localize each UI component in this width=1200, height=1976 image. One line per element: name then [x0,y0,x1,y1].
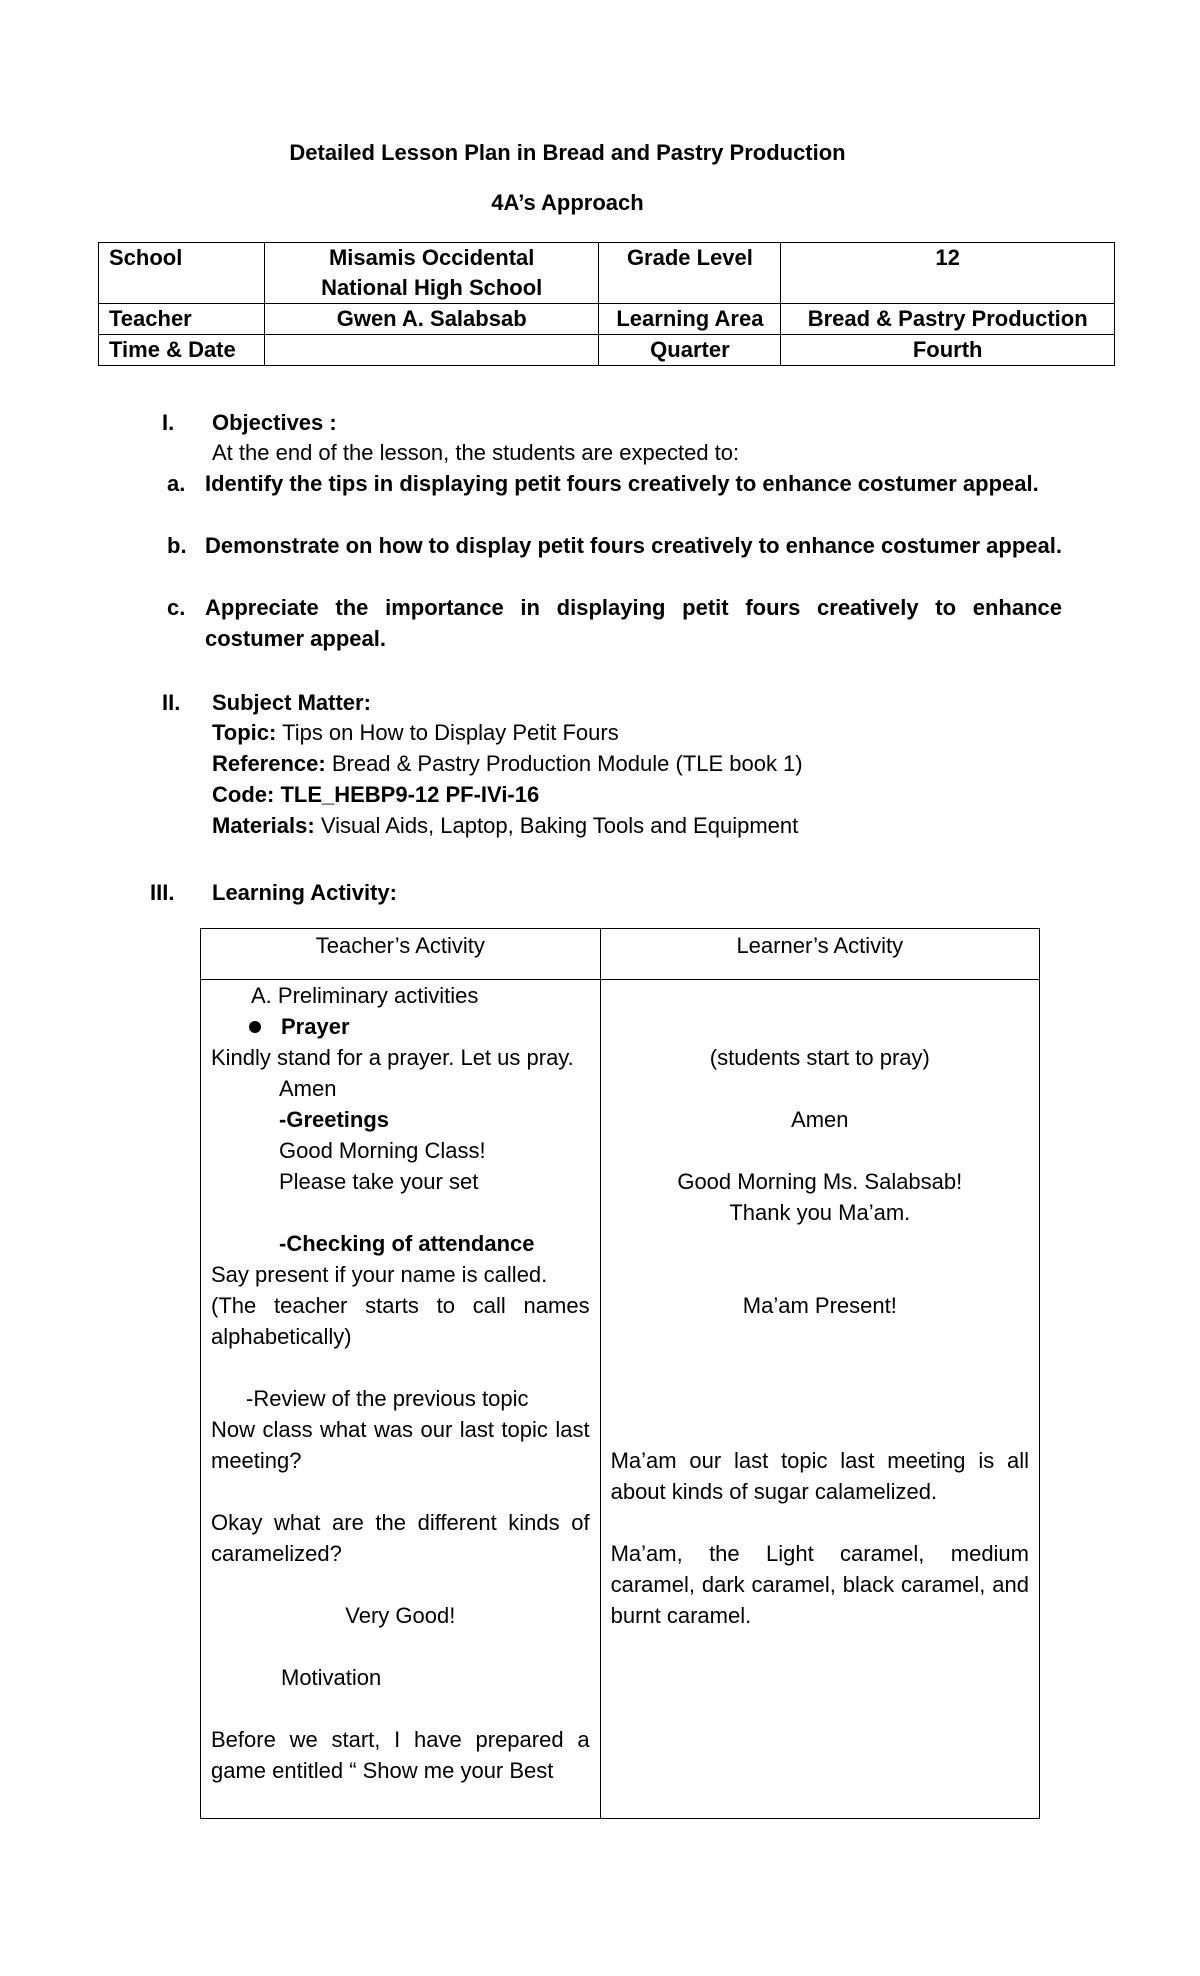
objective-text: Appreciate the importance in displaying petit fours creatively to enhance costumer appeal. [205,595,1062,651]
kinds-question: Okay what are the different kinds of caramelized? [211,1510,590,1566]
info-table [98,242,1115,366]
game-intro: Before we start, I have prepared a game entitled “ Show me your Best [211,1727,590,1783]
code-value: TLE_HEBP9-12 PF-IVi-16 [274,782,540,807]
area-label: Learning Area [599,304,781,335]
review-label: -Review of the previous topic [246,1386,529,1411]
prayer-item [211,1011,590,1042]
teacher-good-morning: Good Morning Class! [279,1138,486,1163]
very-good: Very Good! [345,1603,456,1628]
call-names: (The teacher starts to call names alphabetically) [211,1293,590,1349]
code-label: Code: [212,782,275,807]
activity-heading: Learning Activity: [212,880,397,905]
objective-item-b [167,530,1062,561]
quarter-label: Quarter [599,335,781,366]
materials-label: Materials: [212,813,315,838]
objective-letter: b. [167,533,187,558]
objective-text: Demonstrate on how to display petit fours creatively to enhance costumer appeal. [205,533,1062,558]
learner-kinds: Ma’am, the Light caramel, medium caramel, dark caramel, black caramel, and burnt caramel. [610,1541,1029,1628]
subject-reference [212,748,803,779]
learner-present: Ma’am Present! [742,1293,897,1318]
teacher-activity-cell [201,980,601,1819]
learner-thank-you: Thank you Ma’am. [729,1200,911,1225]
document-subtitle: 4A’s Approach [491,190,644,215]
learner-activity-cell [600,980,1039,1819]
take-seat: Please take your set [279,1169,479,1194]
objective-item-c [167,592,1062,654]
time-label: Time & Date [99,335,265,366]
materials-value: Visual Aids, Laptop, Baking Tools and Equipment [314,813,799,838]
quarter-value: Fourth [781,335,1115,366]
prayer-label: Prayer [281,1014,350,1039]
objectives-numeral: I. [162,410,175,435]
reference-value: Bread & Pastry Production Module (TLE book 1) [325,751,803,776]
learner-amen: Amen [791,1107,849,1132]
school-value-line2: National High School [321,275,543,300]
reference-label: Reference: [212,751,326,776]
subject-numeral: II. [162,690,181,715]
objective-text: Identify the tips in displaying petit fours creatively to enhance costumer appeal. [205,471,1039,496]
topic-value: Tips on How to Display Petit Fours [276,720,619,745]
objectives-intro: At the end of the lesson, the students are expected to: [212,440,740,465]
activity-numeral: III. [150,880,175,905]
activity-table [200,928,1040,1819]
grade-label: Grade Level [599,243,781,304]
objective-item-a [167,468,1062,499]
teacher-value: Gwen A. Salabsab [264,304,599,335]
teacher-label: Teacher [99,304,265,335]
teacher-column-header: Teacher’s Activity [201,929,601,980]
last-topic-question: Now class what was our last topic last meeting? [211,1417,590,1473]
school-value [264,243,599,304]
prayer-text: Kindly stand for a prayer. Let us pray. [211,1045,574,1070]
prelim-heading: A. Preliminary activities [251,983,479,1008]
attendance-label: -Checking of attendance [279,1231,535,1256]
teacher-amen: Amen [279,1076,337,1101]
grade-value: 12 [781,243,1115,304]
subject-heading: Subject Matter: [212,690,371,715]
school-value-line1: Misamis Occidental [328,245,535,270]
topic-label: Topic: [212,720,277,745]
motivation-label: Motivation [281,1665,382,1690]
learner-pray: (students start to pray) [709,1045,930,1070]
learner-last-topic: Ma’am our last topic last meeting is all about kinds of sugar calamelized. [610,1448,1029,1504]
subject-code [212,779,539,810]
learner-column-header: Learner’s Activity [600,929,1039,980]
learner-good-morning: Good Morning Ms. Salabsab! [677,1169,963,1194]
subject-materials [212,810,798,841]
objective-letter: a. [167,471,186,496]
subject-topic [212,717,619,748]
school-label: School [99,243,265,304]
say-present: Say present if your name is called. [211,1262,548,1287]
greetings-label: -Greetings [279,1107,390,1132]
objectives-heading: Objectives : [212,410,337,435]
time-value [264,335,599,366]
document-title: Detailed Lesson Plan in Bread and Pastry Production [289,140,846,165]
area-value: Bread & Pastry Production [781,304,1115,335]
bullet-icon [249,1021,261,1033]
objective-letter: c. [167,595,186,620]
